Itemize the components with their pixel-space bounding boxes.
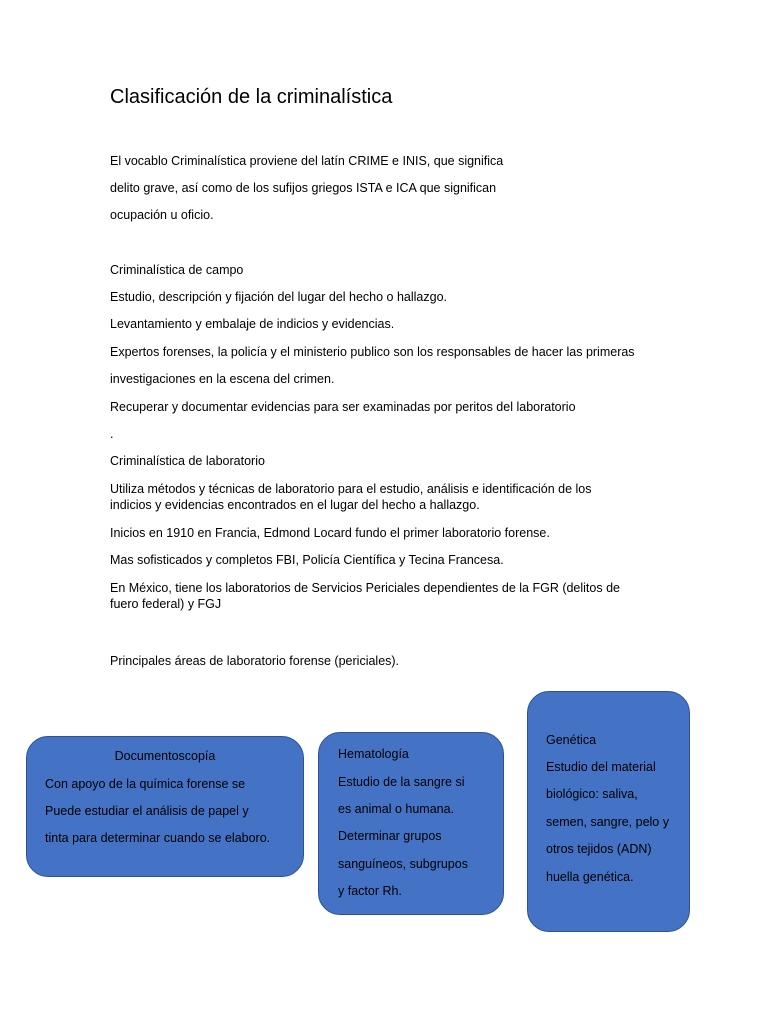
campo-line-1: Estudio, descripción y fijación del lugar del hecho o hallazgo.	[110, 290, 448, 304]
box-documentoscopia-title: Documentoscopía	[114, 749, 216, 763]
box-hematologia-title: Hematología	[338, 747, 409, 761]
box-documentoscopia-line-2: Puede estudiar el análisis de papel y	[45, 804, 249, 818]
laboratorio-line-4: En México, tiene los laboratorios de Servicios Periciales dependientes de la FGR (delitos de fuero federal) y FGJ	[110, 581, 620, 611]
campo-line-2: Levantamiento y embalaje de indicios y evidencias.	[110, 317, 395, 331]
campo-line-5: Recuperar y documentar evidencias para ser examinadas por peritos del laboratorio	[110, 400, 576, 414]
box-documentoscopia-line-1: Con apoyo de la química forense se	[45, 777, 246, 791]
box-hematologia-line-2: es animal o humana.	[338, 802, 455, 816]
box-genetica-line-4: otros tejidos (ADN)	[546, 842, 652, 856]
intro-line-1: El vocablo Criminalística proviene del latín CRIME e INIS, que significa	[110, 154, 504, 168]
box-documentoscopia	[26, 736, 304, 877]
page-title: Clasificación de la criminalística	[110, 86, 393, 108]
intro-line-2: delito grave, así como de los sufijos griegos ISTA e ICA que significan	[110, 181, 497, 195]
box-genetica-line-5: huella genética.	[546, 870, 634, 884]
box-genetica-line-3: semen, sangre, pelo y	[546, 815, 669, 829]
laboratorio-line-1: Utiliza métodos y técnicas de laboratorio para el estudio, análisis e identificación de los indicios y evidencias encontrados en el lugar del hecho a hallazgo.	[110, 482, 592, 512]
section-heading-campo: Criminalística de campo	[110, 263, 244, 277]
campo-line-4: investigaciones en la escena del crimen.	[110, 372, 335, 386]
section-heading-laboratorio: Criminalística de laboratorio	[110, 454, 265, 468]
box-hematologia-line-4: sanguíneos, subgrupos	[338, 857, 468, 871]
box-hematologia-line-5: y factor Rh.	[338, 884, 402, 898]
box-documentoscopia-line-3: tinta para determinar cuando se elaboro.	[45, 831, 271, 845]
box-genetica-title: Genética	[546, 733, 597, 747]
box-genetica-line-2: biológico: saliva,	[546, 787, 638, 801]
box-genetica-line-1: Estudio del material	[546, 760, 656, 774]
box-hematologia	[318, 732, 504, 915]
laboratorio-line-3: Mas sofisticados y completos FBI, Policía Científica y Tecina Francesa.	[110, 553, 504, 567]
box-hematologia-line-1: Estudio de la sangre si	[338, 775, 465, 789]
campo-line-3: Expertos forenses, la policía y el ministerio publico son los responsables de hacer las primeras	[110, 345, 635, 359]
box-hematologia-line-3: Determinar grupos	[338, 829, 442, 843]
intro-line-3: ocupación u oficio.	[110, 208, 214, 222]
campo-line-6: .	[110, 427, 114, 441]
box-genetica	[527, 691, 690, 932]
laboratorio-line-2: Inicios en 1910 en Francia, Edmond Locard fundo el primer laboratorio forense.	[110, 526, 550, 540]
areas-heading: Principales áreas de laboratorio forense (periciales).	[110, 654, 400, 668]
